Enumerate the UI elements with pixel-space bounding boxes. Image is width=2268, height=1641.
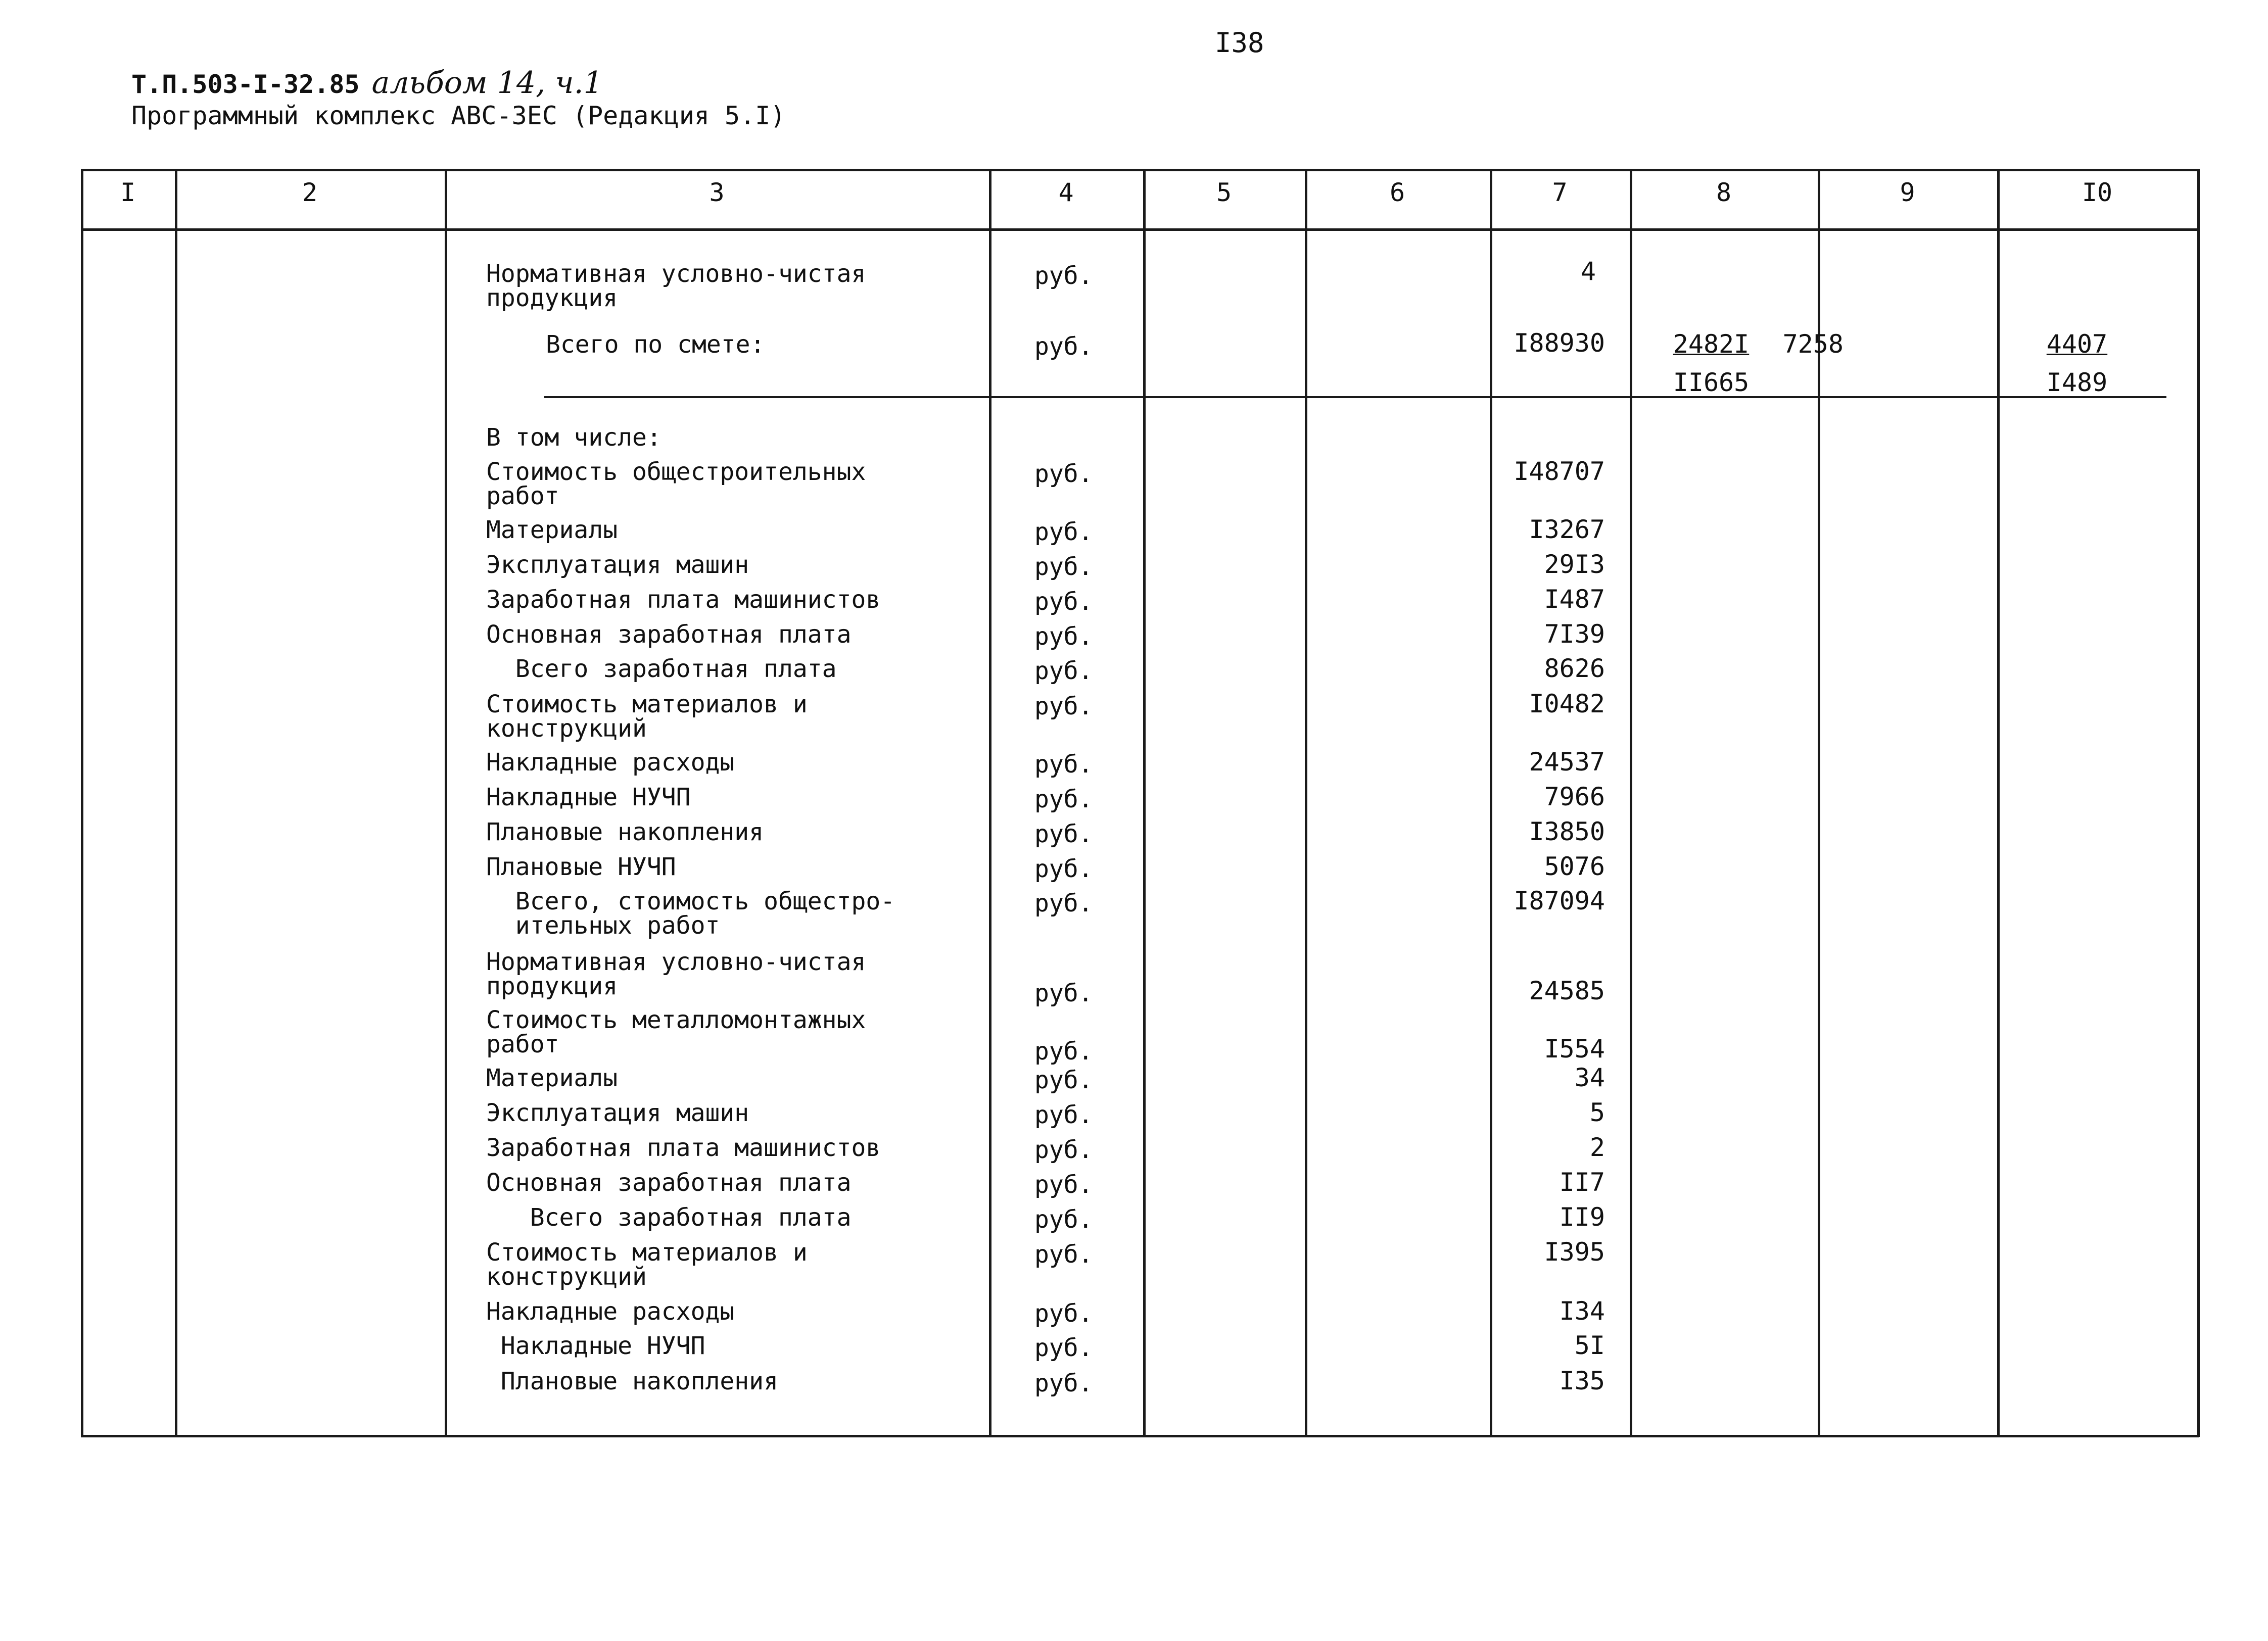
column-header-1: I xyxy=(120,178,136,207)
table-row-unit: руб. xyxy=(1034,820,1093,848)
table-row-unit: руб. xyxy=(1034,1369,1093,1397)
table-row-col7-value: 5076 xyxy=(1544,852,1605,881)
table-row-col7-value: I35 xyxy=(1559,1366,1605,1395)
totals-separator xyxy=(544,396,2166,398)
column-divider xyxy=(1490,169,1492,1437)
table-row-col7-value: 29I3 xyxy=(1544,550,1605,579)
doc-code-text: Т.П.503-I-32.85 xyxy=(131,70,360,99)
table-row-unit: руб. xyxy=(1034,657,1093,685)
table-row-label: Нормативная условно-чистая продукция xyxy=(486,948,866,1000)
table-row-col7-value: I395 xyxy=(1544,1237,1605,1267)
table-row-unit: руб. xyxy=(1034,588,1093,616)
column-divider xyxy=(175,169,177,1437)
table-row-col7-value: II9 xyxy=(1559,1202,1605,1232)
row-label: Всего по смете: xyxy=(546,330,765,359)
column-header-10: I0 xyxy=(2082,178,2113,207)
table-row-label: Материалы xyxy=(486,1064,618,1092)
col10-numerator: 4407 xyxy=(2046,329,2108,359)
row-col7-value: I88930 xyxy=(1514,328,1605,358)
column-header-2: 2 xyxy=(302,178,318,207)
table-row-label: Эксплуатация машин xyxy=(486,551,749,579)
table-row-col7-value: I87094 xyxy=(1514,886,1605,915)
table-row-col7-value: I34 xyxy=(1559,1296,1605,1326)
table-row-label: Накладные расходы xyxy=(486,1297,735,1326)
table-row-unit: руб. xyxy=(1034,1299,1093,1328)
col8-denominator: II665 xyxy=(1673,368,1750,397)
table-row-label: Всего заработная плата xyxy=(486,655,837,683)
table-row-label: Всего заработная плата xyxy=(486,1203,852,1232)
table-row-label: Плановые НУЧП xyxy=(486,853,676,881)
table-row-unit: руб. xyxy=(1034,750,1093,779)
column-header-7: 7 xyxy=(1552,178,1568,207)
row-unit: руб. xyxy=(1034,262,1093,290)
column-header-8: 8 xyxy=(1716,178,1732,207)
page-number: I38 xyxy=(1215,27,1264,59)
table-row-label: Стоимость материалов и конструкций xyxy=(486,690,808,743)
col8-numerator: 2482I xyxy=(1673,329,1750,359)
section-label: В том числе: xyxy=(486,423,662,452)
table-row-col7-value: 24585 xyxy=(1529,976,1605,1005)
column-divider xyxy=(1630,169,1632,1437)
table-row-col7-value: 2 xyxy=(1589,1133,1605,1162)
column-header-3: 3 xyxy=(709,178,725,207)
table-row-label: Стоимость общестроительных работ xyxy=(486,458,866,510)
table-row-unit: руб. xyxy=(1034,1240,1093,1269)
table-row-col7-value: 8626 xyxy=(1544,654,1605,683)
column-divider xyxy=(1997,169,2000,1437)
table-row-col7-value: 34 xyxy=(1574,1063,1605,1092)
table-row-unit: руб. xyxy=(1034,1101,1093,1129)
col8-fraction xyxy=(1661,329,1762,397)
table-row-col7-value: 5 xyxy=(1589,1098,1605,1127)
table-row-unit: руб. xyxy=(1034,1037,1093,1066)
table-row-unit: руб. xyxy=(1034,889,1093,918)
column-header-4: 4 xyxy=(1058,178,1074,207)
table-row-unit: руб. xyxy=(1034,518,1093,546)
table-row-unit: руб. xyxy=(1034,785,1093,813)
table-row-col7-value: I0482 xyxy=(1529,689,1605,718)
table-row-unit: руб. xyxy=(1034,855,1093,883)
handwritten-note: альбом 14, ч.1 xyxy=(371,65,603,101)
document-code xyxy=(131,65,603,101)
column-divider xyxy=(81,169,83,1437)
table-row-label: Всего, стоимость общестро- ительных работ xyxy=(515,887,895,940)
table-row-unit: руб. xyxy=(1034,979,1093,1007)
column-divider xyxy=(1305,169,1307,1437)
table-row-label: Стоимость металломонтажных работ xyxy=(486,1006,866,1058)
column-divider xyxy=(1143,169,1146,1437)
column-header-6: 6 xyxy=(1389,178,1405,207)
column-header-5: 5 xyxy=(1216,178,1232,207)
document-subtitle: Программный комплекс АВС-3ЕС (Редакция 5.I) xyxy=(131,101,786,130)
table-row-col7-value: 7I39 xyxy=(1544,619,1605,649)
table-row-unit: руб. xyxy=(1034,692,1093,720)
column-divider xyxy=(1818,169,1820,1437)
table-row-label: Накладные НУЧП xyxy=(486,1332,705,1360)
table-row-col7-value: II7 xyxy=(1559,1168,1605,1197)
col10-fraction xyxy=(2026,329,2128,397)
table-row-unit: руб. xyxy=(1034,553,1093,581)
table-row-unit: руб. xyxy=(1034,1334,1093,1362)
table-row-label: Стоимость материалов и конструкций xyxy=(486,1238,808,1291)
table-row-label: Заработная плата машинистов xyxy=(486,586,881,614)
table-row-col7-value: I487 xyxy=(1544,585,1605,614)
col9-value: 7258 xyxy=(1782,329,1844,359)
table-row-unit: руб. xyxy=(1034,622,1093,651)
table-bottom-border xyxy=(81,1435,2199,1437)
table-row-col7-value: I48707 xyxy=(1514,457,1605,486)
table-row-col7-value: I3267 xyxy=(1529,515,1605,544)
table-header-divider xyxy=(81,228,2197,231)
table-row-label: Материалы xyxy=(486,516,618,544)
col10-denominator: I489 xyxy=(2046,368,2108,397)
table-row-label: Накладные НУЧП xyxy=(486,783,691,811)
table-row-col7-value: 24537 xyxy=(1529,747,1605,777)
column-divider xyxy=(445,169,447,1437)
column-divider xyxy=(2197,169,2200,1437)
table-row-label: Накладные расходы xyxy=(486,748,735,777)
table-row-label: Основная заработная плата xyxy=(486,1169,852,1197)
table-top-border xyxy=(81,169,2197,171)
column-header-9: 9 xyxy=(1900,178,1915,207)
row-unit: руб. xyxy=(1034,332,1093,361)
row-label: Нормативная условно-чистая продукция xyxy=(486,260,866,312)
table-row-unit: руб. xyxy=(1034,1066,1093,1094)
table-row-col7-value: I3850 xyxy=(1529,817,1605,846)
table-row-label: Эксплуатация машин xyxy=(486,1099,749,1127)
row-col7-value: 4 xyxy=(1580,257,1596,286)
table-row-col7-value: 5I xyxy=(1574,1331,1605,1360)
table-row-col7-value: I554 xyxy=(1544,1034,1605,1064)
table-row-label: Плановые накопления xyxy=(486,818,764,846)
table-row-col7-value: 7966 xyxy=(1544,782,1605,811)
table-row-unit: руб. xyxy=(1034,1205,1093,1234)
column-divider xyxy=(989,169,991,1437)
table-row-unit: руб. xyxy=(1034,1171,1093,1199)
table-row-label: Плановые накопления xyxy=(486,1367,778,1395)
table-row-unit: руб. xyxy=(1034,1136,1093,1164)
table-row-label: Основная заработная плата xyxy=(486,620,852,649)
table-row-unit: руб. xyxy=(1034,460,1093,488)
table-row-label: Заработная плата машинистов xyxy=(486,1134,881,1162)
